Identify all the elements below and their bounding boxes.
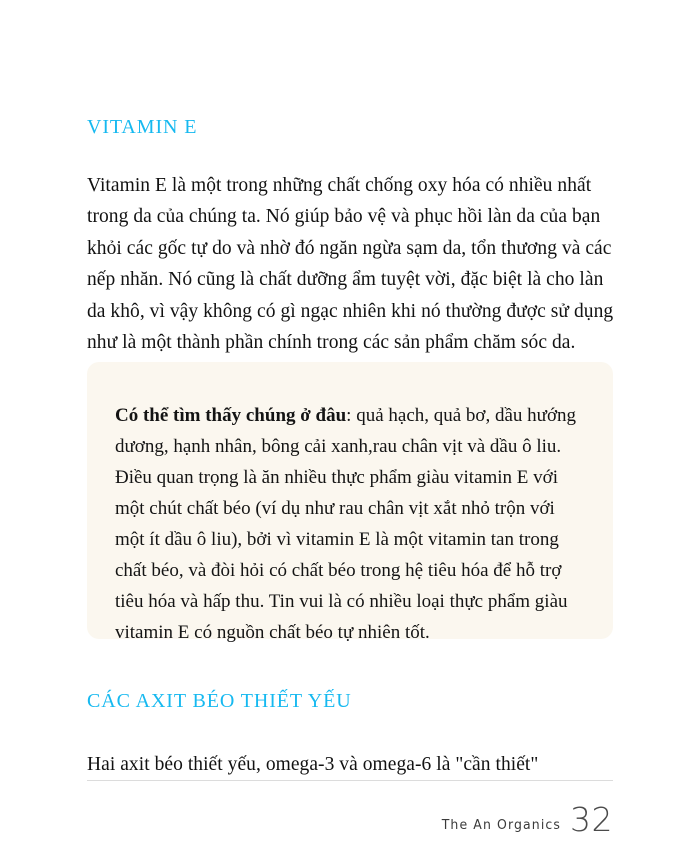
section-heading-vitamin-e: VITAMIN E (87, 115, 198, 138)
footer-page-number: 32 (570, 800, 613, 839)
paragraph-vitamin-e-intro: Vitamin E là một trong những chất chống oxy hóa có nhiều nhất trong da của chúng ta. Nó giúp bảo vệ và phục hồi làn da của bạn khỏi các gốc tự do và nhờ đó ngăn ngừa sạm da, tổn thương và các nếp nhăn. Nó cũng là chất dưỡng ẩm tuyệt vời, đặc biệt là cho làn da khô, vì vậy không có gì ngạc nhiên khi nó thường được sử dụng như là một thành phần chính trong các sản phẩm chăm sóc da. (87, 174, 614, 354)
callout-lead-label: Có thể tìm thấy chúng ở đâu (115, 405, 347, 426)
section-heading-essential-fatty-acids: CÁC AXIT BÉO THIẾT YẾU (87, 689, 352, 712)
callout-text (115, 400, 587, 648)
footer-content (441, 800, 613, 839)
page-footer (87, 788, 613, 839)
callout-box-where-to-find (87, 362, 613, 643)
callout-body-text: : quả hạch, quả bơ, dầu hướng dương, hạnh nhân, bông cải xanh,rau chân vịt và dầu ô liu. Điều quan trọng là ăn nhiều thực phẩm giàu vitamin E với một chút chất béo (ví dụ như rau chân vịt xắt nhỏ trộn với một ít dầu ô liu), bởi vì vitamin E là một vitamin tan trong chất béo, và đòi hỏi có chất béo trong hệ tiêu hóa để hỗ trợ tiêu hóa và hấp thu. Tin vui là có nhiều loại thực phẩm giàu vitamin E có nguồn chất béo tự nhiên tốt. (115, 405, 577, 643)
paragraph-essential-fatty-acids: Hai axit béo thiết yếu, omega-3 và omega-6 là "cần thiết" (87, 753, 539, 775)
footer-brand-label: The An Organics (441, 816, 561, 833)
footer-divider (87, 780, 613, 781)
